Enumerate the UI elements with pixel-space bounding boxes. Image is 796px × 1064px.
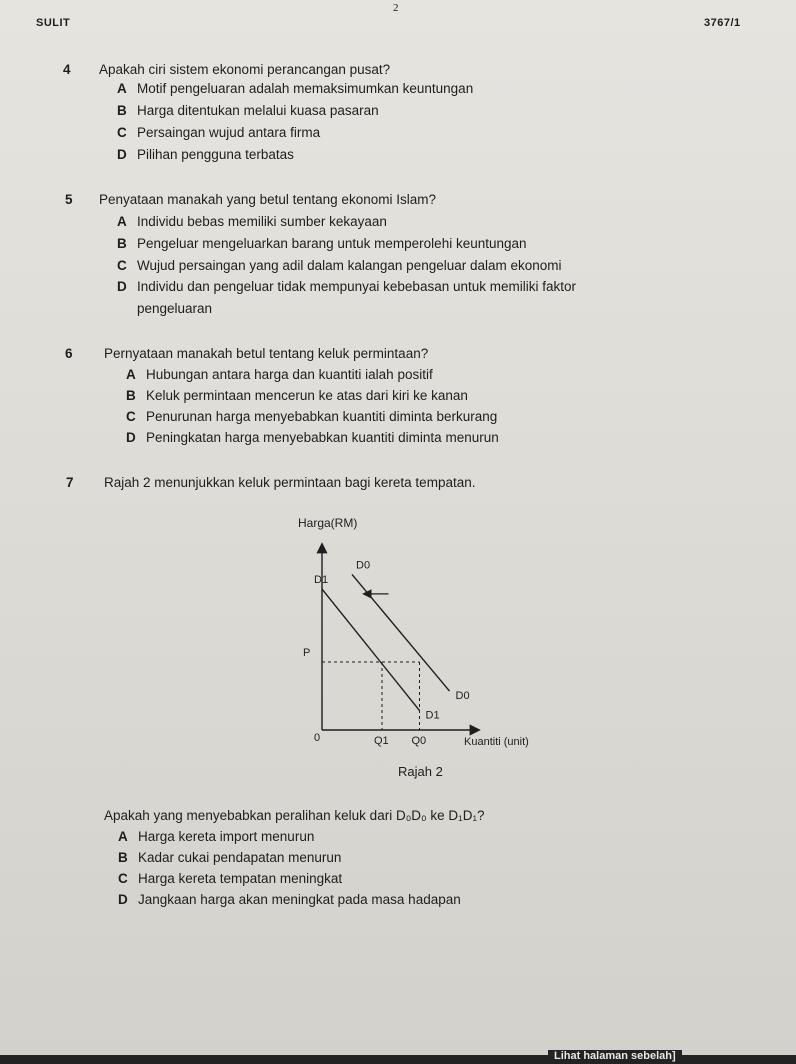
option-d-continuation: pengeluaran [137, 301, 213, 316]
option-a[interactable] [126, 365, 433, 384]
option-letter: C [117, 125, 127, 140]
question-number: 7 [66, 475, 74, 490]
page-number: 2 [393, 2, 399, 14]
option-text: Kadar cukai pendapatan menurun [138, 850, 342, 865]
option-d[interactable] [118, 890, 461, 909]
question-stem: Apakah ciri sistem ekonomi perancangan pusat? [99, 62, 391, 77]
option-b[interactable] [118, 848, 341, 867]
q7-question: Apakah yang menyebabkan peralihan keluk dari D₀D₀ ke D₁D₁? [104, 808, 485, 823]
option-text: Jangkaan harga akan meningkat pada masa hadapan [138, 892, 461, 907]
price-label: P [303, 647, 311, 659]
option-text: Keluk permintaan mencerun ke atas dari kiri ke kanan [146, 388, 468, 403]
option-letter: A [117, 214, 127, 229]
paper-code: 3767/1 [704, 17, 741, 29]
question-number: 6 [65, 346, 73, 361]
option-b[interactable] [117, 234, 527, 253]
option-b[interactable] [126, 386, 468, 405]
curve-end-label-d1: D1 [425, 709, 440, 722]
option-a[interactable] [117, 79, 473, 98]
option-text: Persaingan wujud antara firma [137, 125, 321, 140]
option-text: Harga kereta tempatan meningkat [138, 871, 343, 886]
chart-caption: Rajah 2 [398, 764, 443, 779]
option-c[interactable] [126, 407, 497, 426]
option-letter: D [118, 892, 128, 907]
option-letter: B [118, 850, 128, 865]
option-text: Hubungan antara harga dan kuantiti ialah positif [146, 367, 433, 382]
curve-start-label-d0: D0 [356, 559, 371, 572]
option-b[interactable] [117, 101, 379, 120]
option-letter: A [118, 829, 128, 844]
sulit-label: SULIT [36, 17, 71, 29]
option-d[interactable] [117, 145, 294, 164]
y-axis-label: Harga(RM) [298, 516, 358, 530]
option-text: Motif pengeluaran adalah memaksimumkan keuntungan [137, 81, 474, 96]
option-c[interactable] [117, 123, 320, 142]
demand-curve-d0 [352, 574, 450, 691]
question-number: 5 [65, 192, 73, 207]
option-text: Wujud persaingan yang adil dalam kalangan pengeluar dalam ekonomi [137, 258, 562, 273]
question-stem: Pernyataan manakah betul tentang keluk permintaan? [104, 346, 429, 361]
option-letter: D [117, 279, 127, 294]
demand-curve-chart [240, 505, 580, 785]
question-number: 4 [63, 62, 71, 77]
option-letter: D [117, 147, 127, 162]
footer-next-page: Lihat halaman sebelah] [548, 1050, 682, 1062]
option-letter: C [118, 871, 128, 886]
quantity-tick-label: Q0 [411, 735, 427, 747]
option-letter: D [126, 430, 136, 445]
option-letter: B [117, 236, 127, 251]
question-stem: Penyataan manakah yang betul tentang ekonomi Islam? [99, 192, 436, 207]
option-letter: A [126, 367, 136, 382]
option-a[interactable] [117, 212, 387, 231]
demand-curve-d1 [322, 589, 420, 711]
question-stem: Rajah 2 menunjukkan keluk permintaan bagi kereta tempatan. [104, 475, 476, 490]
x-axis-label: Kuantiti (unit) [464, 736, 529, 748]
option-text: Harga kereta import menurun [138, 829, 315, 844]
option-letter: C [126, 409, 136, 424]
option-text: Pengeluar mengeluarkan barang untuk memperolehi keuntungan [137, 236, 527, 251]
option-text: Penurunan harga menyebabkan kuantiti diminta berkurang [146, 409, 498, 424]
option-text: Individu dan pengeluar tidak mempunyai kebebasan untuk memiliki faktor [137, 279, 577, 294]
option-letter: C [117, 258, 127, 273]
quantity-tick-label: Q1 [374, 735, 389, 747]
curve-end-label-d0: D0 [455, 690, 470, 703]
option-c[interactable] [118, 869, 342, 888]
option-d[interactable] [117, 277, 576, 296]
option-text: Individu bebas memiliki sumber kekayaan [137, 214, 387, 229]
option-a[interactable] [118, 827, 314, 846]
origin-label: 0 [314, 732, 321, 744]
option-letter: B [126, 388, 136, 403]
option-d[interactable] [126, 428, 499, 447]
option-text: Peningkatan harga menyebabkan kuantiti diminta menurun [146, 430, 499, 445]
option-text: Pilihan pengguna terbatas [137, 147, 294, 162]
curve-start-label-d1: D1 [314, 574, 329, 587]
option-text: Harga ditentukan melalui kuasa pasaran [137, 103, 379, 118]
option-letter: B [117, 103, 127, 118]
option-c[interactable] [117, 256, 562, 275]
option-letter: A [117, 81, 127, 96]
